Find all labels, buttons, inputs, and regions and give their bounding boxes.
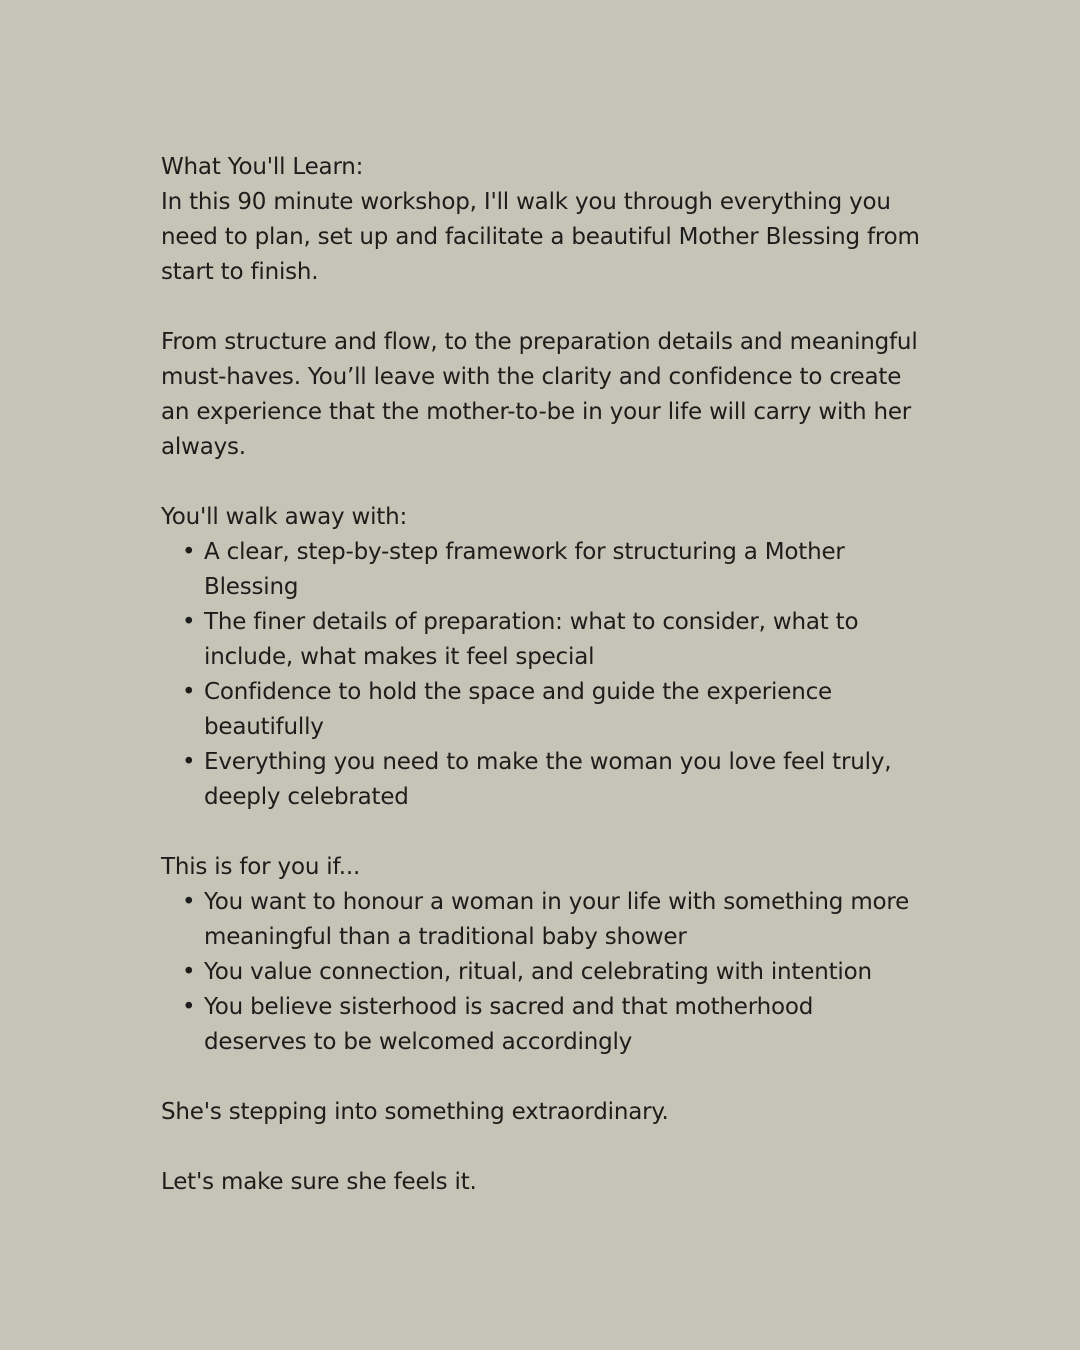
spacer — [161, 815, 921, 850]
spacer — [161, 1060, 921, 1095]
details-paragraph: From structure and flow, to the preparation details and meaningful must-haves. You’ll leave with the clarity and confidence to create an experience that the mother-to-be in your life will carry with her always. — [161, 329, 918, 460]
spacer — [161, 1130, 921, 1165]
for-you-list — [161, 885, 921, 1060]
bullet-icon: • — [182, 539, 196, 565]
list-item: • You value connection, ritual, and celebrating with intention — [204, 955, 921, 990]
walk-away-list — [161, 535, 921, 815]
spacer — [161, 290, 921, 325]
bullet-icon: • — [182, 679, 196, 705]
spacer — [161, 465, 921, 500]
section-heading: What You'll Learn: — [161, 154, 364, 180]
walk-away-label: You'll walk away with: — [161, 504, 408, 530]
intro-paragraph: In this 90 minute workshop, I'll walk you through everything you need to plan, set up and facilitate a beautiful Mother Blessing from start to finish. — [161, 189, 920, 285]
bullet-icon: • — [182, 994, 196, 1020]
closing-line-2: Let's make sure she feels it. — [161, 1169, 477, 1195]
closing-line-1: She's stepping into something extraordinary. — [161, 1099, 669, 1125]
bullet-icon: • — [182, 889, 196, 915]
list-item: • You want to honour a woman in your life with something more meaningful than a traditional baby shower — [204, 885, 921, 955]
list-item: • Everything you need to make the woman you love feel truly, deeply celebrated — [204, 745, 921, 815]
workshop-description — [161, 150, 921, 1200]
list-item: • The finer details of preparation: what to consider, what to include, what makes it feel special — [204, 605, 921, 675]
list-item: • Confidence to hold the space and guide the experience beautifully — [204, 675, 921, 745]
bullet-icon: • — [182, 959, 196, 985]
bullet-icon: • — [182, 749, 196, 775]
bullet-icon: • — [182, 609, 196, 635]
list-item: • You believe sisterhood is sacred and that motherhood deserves to be welcomed accordingly — [204, 990, 921, 1060]
for-you-label: This is for you if... — [161, 854, 361, 880]
list-item: • A clear, step-by-step framework for structuring a Mother Blessing — [204, 535, 921, 605]
